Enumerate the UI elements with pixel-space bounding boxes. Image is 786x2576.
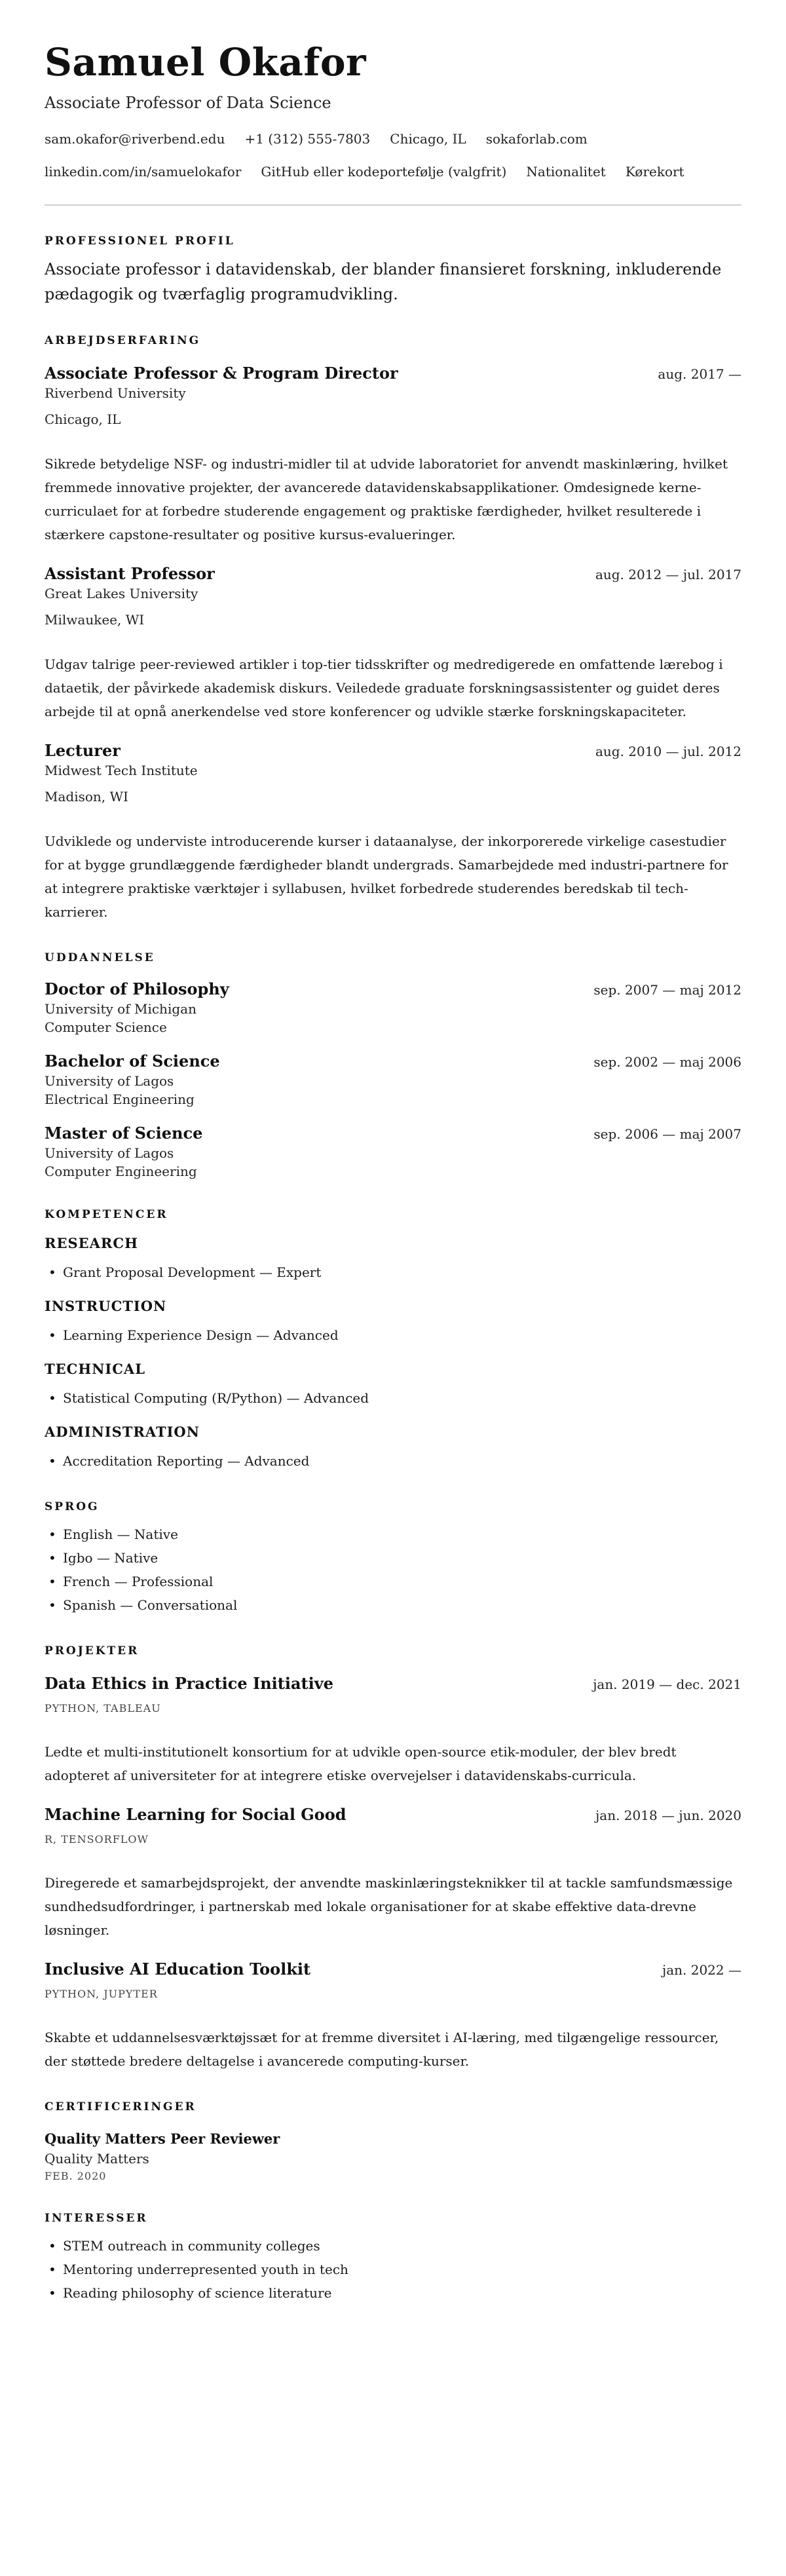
interest-item: • Reading philosophy of science literature — [45, 2281, 741, 2305]
experience-heading: ARBEJDSERFARING — [45, 334, 201, 347]
job-dates: aug. 2012 — jul. 2017 — [595, 567, 741, 582]
contact-linkedin[interactable]: linkedin.com/in/samuelokafor — [45, 164, 242, 180]
project-tech-stack: R, TENSORFLOW — [45, 1833, 149, 1846]
education-entry — [45, 1051, 741, 1108]
job-dates: aug. 2010 — jul. 2012 — [595, 744, 741, 759]
contact-github[interactable]: GitHub eller kodeportefølje (valgfrit) — [261, 164, 507, 180]
certifications-section — [45, 2099, 741, 2184]
experience-entry — [45, 563, 741, 723]
skill-item: • Statistical Computing (R/Python) — Advanced — [45, 1386, 741, 1410]
certification-issuer: Quality Matters — [45, 2151, 149, 2167]
certifications-heading: CERTIFICERINGER — [45, 2100, 196, 2113]
profile-heading: PROFESSIONEL PROFIL — [45, 235, 235, 248]
headline: Associate Professor of Data Science — [45, 94, 331, 112]
certification-entry — [45, 2129, 741, 2184]
skill-item: • Accreditation Reporting — Advanced — [45, 1449, 741, 1473]
contact-email[interactable]: sam.okafor@riverbend.edu — [45, 131, 225, 147]
profile-summary: Associate professor i datavidenskab, der blander finansieret forskning, inkluderende pædagogik og tværfaglig programudvikling. — [45, 260, 722, 303]
field-of-study: Electrical Engineering — [45, 1091, 195, 1107]
project-entry — [45, 1959, 741, 2073]
job-title: Assistant Professor — [45, 564, 215, 583]
skill-item: • Grant Proposal Development — Expert — [45, 1260, 741, 1284]
language-item: • Igbo — Native — [45, 1546, 741, 1570]
skill-category-title: INSTRUCTION — [45, 1298, 167, 1314]
contact-drivers-license: Kørekort — [625, 164, 684, 180]
degree-title: Master of Science — [45, 1124, 203, 1143]
degree-title: Doctor of Philosophy — [45, 979, 229, 998]
education-section — [45, 950, 741, 1181]
interests-section — [45, 2210, 741, 2305]
skill-list — [45, 1386, 741, 1410]
job-location: Chicago, IL — [45, 411, 121, 427]
contact-row-secondary — [45, 162, 741, 181]
job-description: Sikrede betydelige NSF- og industri-midler til at udvide laboratoriet for anvendt maskinlæring, hvilket fremmede innovative projekter, der avancerede datavidenskabsapplikationer. Omdesignede kerne-curriculaet for at forbedre studerende engagement og praktiske færdigheder, hvilket resulterede i stærkere capstone-resultater og positive kursus-evalueringer. — [45, 456, 728, 542]
job-dates: aug. 2017 — — [658, 366, 741, 382]
language-item: • French — Professional — [45, 1570, 741, 1593]
project-dates: jan. 2022 — — [662, 1962, 741, 1978]
languages-heading: SPROG — [45, 1500, 100, 1513]
experience-entry — [45, 740, 741, 924]
languages-section — [45, 1499, 741, 1617]
contact-website[interactable]: sokaforlab.com — [485, 131, 588, 147]
job-organization: Midwest Tech Institute — [45, 763, 198, 778]
school-name: University of Lagos — [45, 1073, 174, 1089]
education-entry — [45, 979, 741, 1036]
project-entry — [45, 1673, 741, 1787]
interest-item: • STEM outreach in community colleges — [45, 2234, 741, 2258]
projects-heading: PROJEKTER — [45, 1644, 140, 1657]
language-list — [45, 1523, 741, 1617]
education-heading: UDDANNELSE — [45, 951, 155, 964]
project-title: Data Ethics in Practice Initiative — [45, 1674, 333, 1693]
project-dates: jan. 2019 — dec. 2021 — [593, 1676, 741, 1692]
school-name: University of Lagos — [45, 1145, 174, 1161]
job-location: Milwaukee, WI — [45, 612, 145, 628]
project-description: Diregerede et samarbejdsprojekt, der anvendte maskinlæringsteknikker til at tackle samfundsmæssige sundhedsudfordringer, i partnerskab med lokale organisationer for at skabe effektive data-drevne løsninger. — [45, 1875, 733, 1938]
skill-list — [45, 1260, 741, 1284]
project-title: Machine Learning for Social Good — [45, 1805, 346, 1824]
certification-title: Quality Matters Peer Reviewer — [45, 2131, 280, 2147]
job-description: Udviklede og underviste introducerende kurser i dataanalyse, der inkorporerede virkelige casestudier for at bygge grundlæggende færdigheder blandt undergrads. Samarbejdede med industri-partnere for at integrere praktiske værktøjer i syllabusen, hvilket forbedrede studerendes beredskab til tech-karrierer. — [45, 833, 728, 920]
field-of-study: Computer Engineering — [45, 1164, 197, 1179]
person-name: Samuel Okafor — [45, 40, 367, 85]
language-item: • English — Native — [45, 1523, 741, 1546]
skill-category-title: ADMINISTRATION — [45, 1424, 200, 1440]
experience-entry — [45, 363, 741, 546]
degree-title: Bachelor of Science — [45, 1051, 220, 1070]
interests-heading: INTERESSER — [45, 2212, 148, 2225]
resume-header — [45, 39, 741, 181]
school-name: University of Michigan — [45, 1001, 196, 1017]
job-organization: Great Lakes University — [45, 586, 198, 601]
contact-nationality: Nationalitet — [526, 164, 606, 180]
project-entry — [45, 1804, 741, 1942]
projects-section — [45, 1643, 741, 2073]
contact-row-primary — [45, 130, 741, 148]
contact-location: Chicago, IL — [390, 131, 466, 147]
job-description: Udgav talrige peer-reviewed artikler i top-tier tidsskrifter og medredigerede en omfattende lærebog i dataetik, der påvirkede akademisk diskurs. Veiledede graduate forskningsassistenter og guidet deres arbejde til at opnå anerkendelse ved store konferencer og udvikle stærke forskningskapaciteter. — [45, 656, 723, 719]
project-tech-stack: PYTHON, TABLEAU — [45, 1702, 161, 1714]
job-organization: Riverbend University — [45, 385, 186, 401]
skill-list — [45, 1449, 741, 1473]
skill-item: • Learning Experience Design — Advanced — [45, 1323, 741, 1347]
project-description: Skabte et uddannelsesværktøjssæt for at fremme diversitet i AI-læring, med tilgængelige ressourcer, der støttede bredere deltagelse i avancerede computing-kurser. — [45, 2030, 719, 2069]
degree-dates: sep. 2002 — maj 2006 — [593, 1054, 741, 1070]
job-location: Madison, WI — [45, 789, 128, 805]
degree-dates: sep. 2007 — maj 2012 — [593, 982, 741, 998]
interest-item: • Mentoring underrepresented youth in tech — [45, 2258, 741, 2281]
degree-dates: sep. 2006 — maj 2007 — [593, 1126, 741, 1142]
skill-category-title: RESEARCH — [45, 1235, 138, 1251]
job-title: Lecturer — [45, 741, 121, 760]
project-description: Ledte et multi-institutionelt konsortium for at udvikle open-source etik-moduler, der blev bredt adopteret af universiteter for at integrere etiske overvejelser i datavidenskabs-curricula. — [45, 1744, 677, 1783]
field-of-study: Computer Science — [45, 1019, 167, 1035]
header-divider — [45, 204, 741, 206]
certification-date: FEB. 2020 — [45, 2170, 107, 2182]
skills-heading: KOMPETENCER — [45, 1208, 168, 1221]
project-tech-stack: PYTHON, JUPYTER — [45, 1988, 158, 2000]
skills-section — [45, 1207, 741, 1473]
job-title: Associate Professor & Program Director — [45, 364, 398, 383]
language-item: • Spanish — Conversational — [45, 1593, 741, 1617]
contact-phone[interactable]: +1 (312) 555-7803 — [244, 131, 371, 147]
profile-section — [45, 233, 741, 307]
education-entry — [45, 1123, 741, 1181]
skill-category-title: TECHNICAL — [45, 1361, 145, 1377]
skill-list — [45, 1323, 741, 1347]
project-title: Inclusive AI Education Toolkit — [45, 1960, 311, 1979]
experience-section — [45, 333, 741, 924]
project-dates: jan. 2018 — jun. 2020 — [595, 1808, 741, 1823]
interest-list — [45, 2234, 741, 2305]
